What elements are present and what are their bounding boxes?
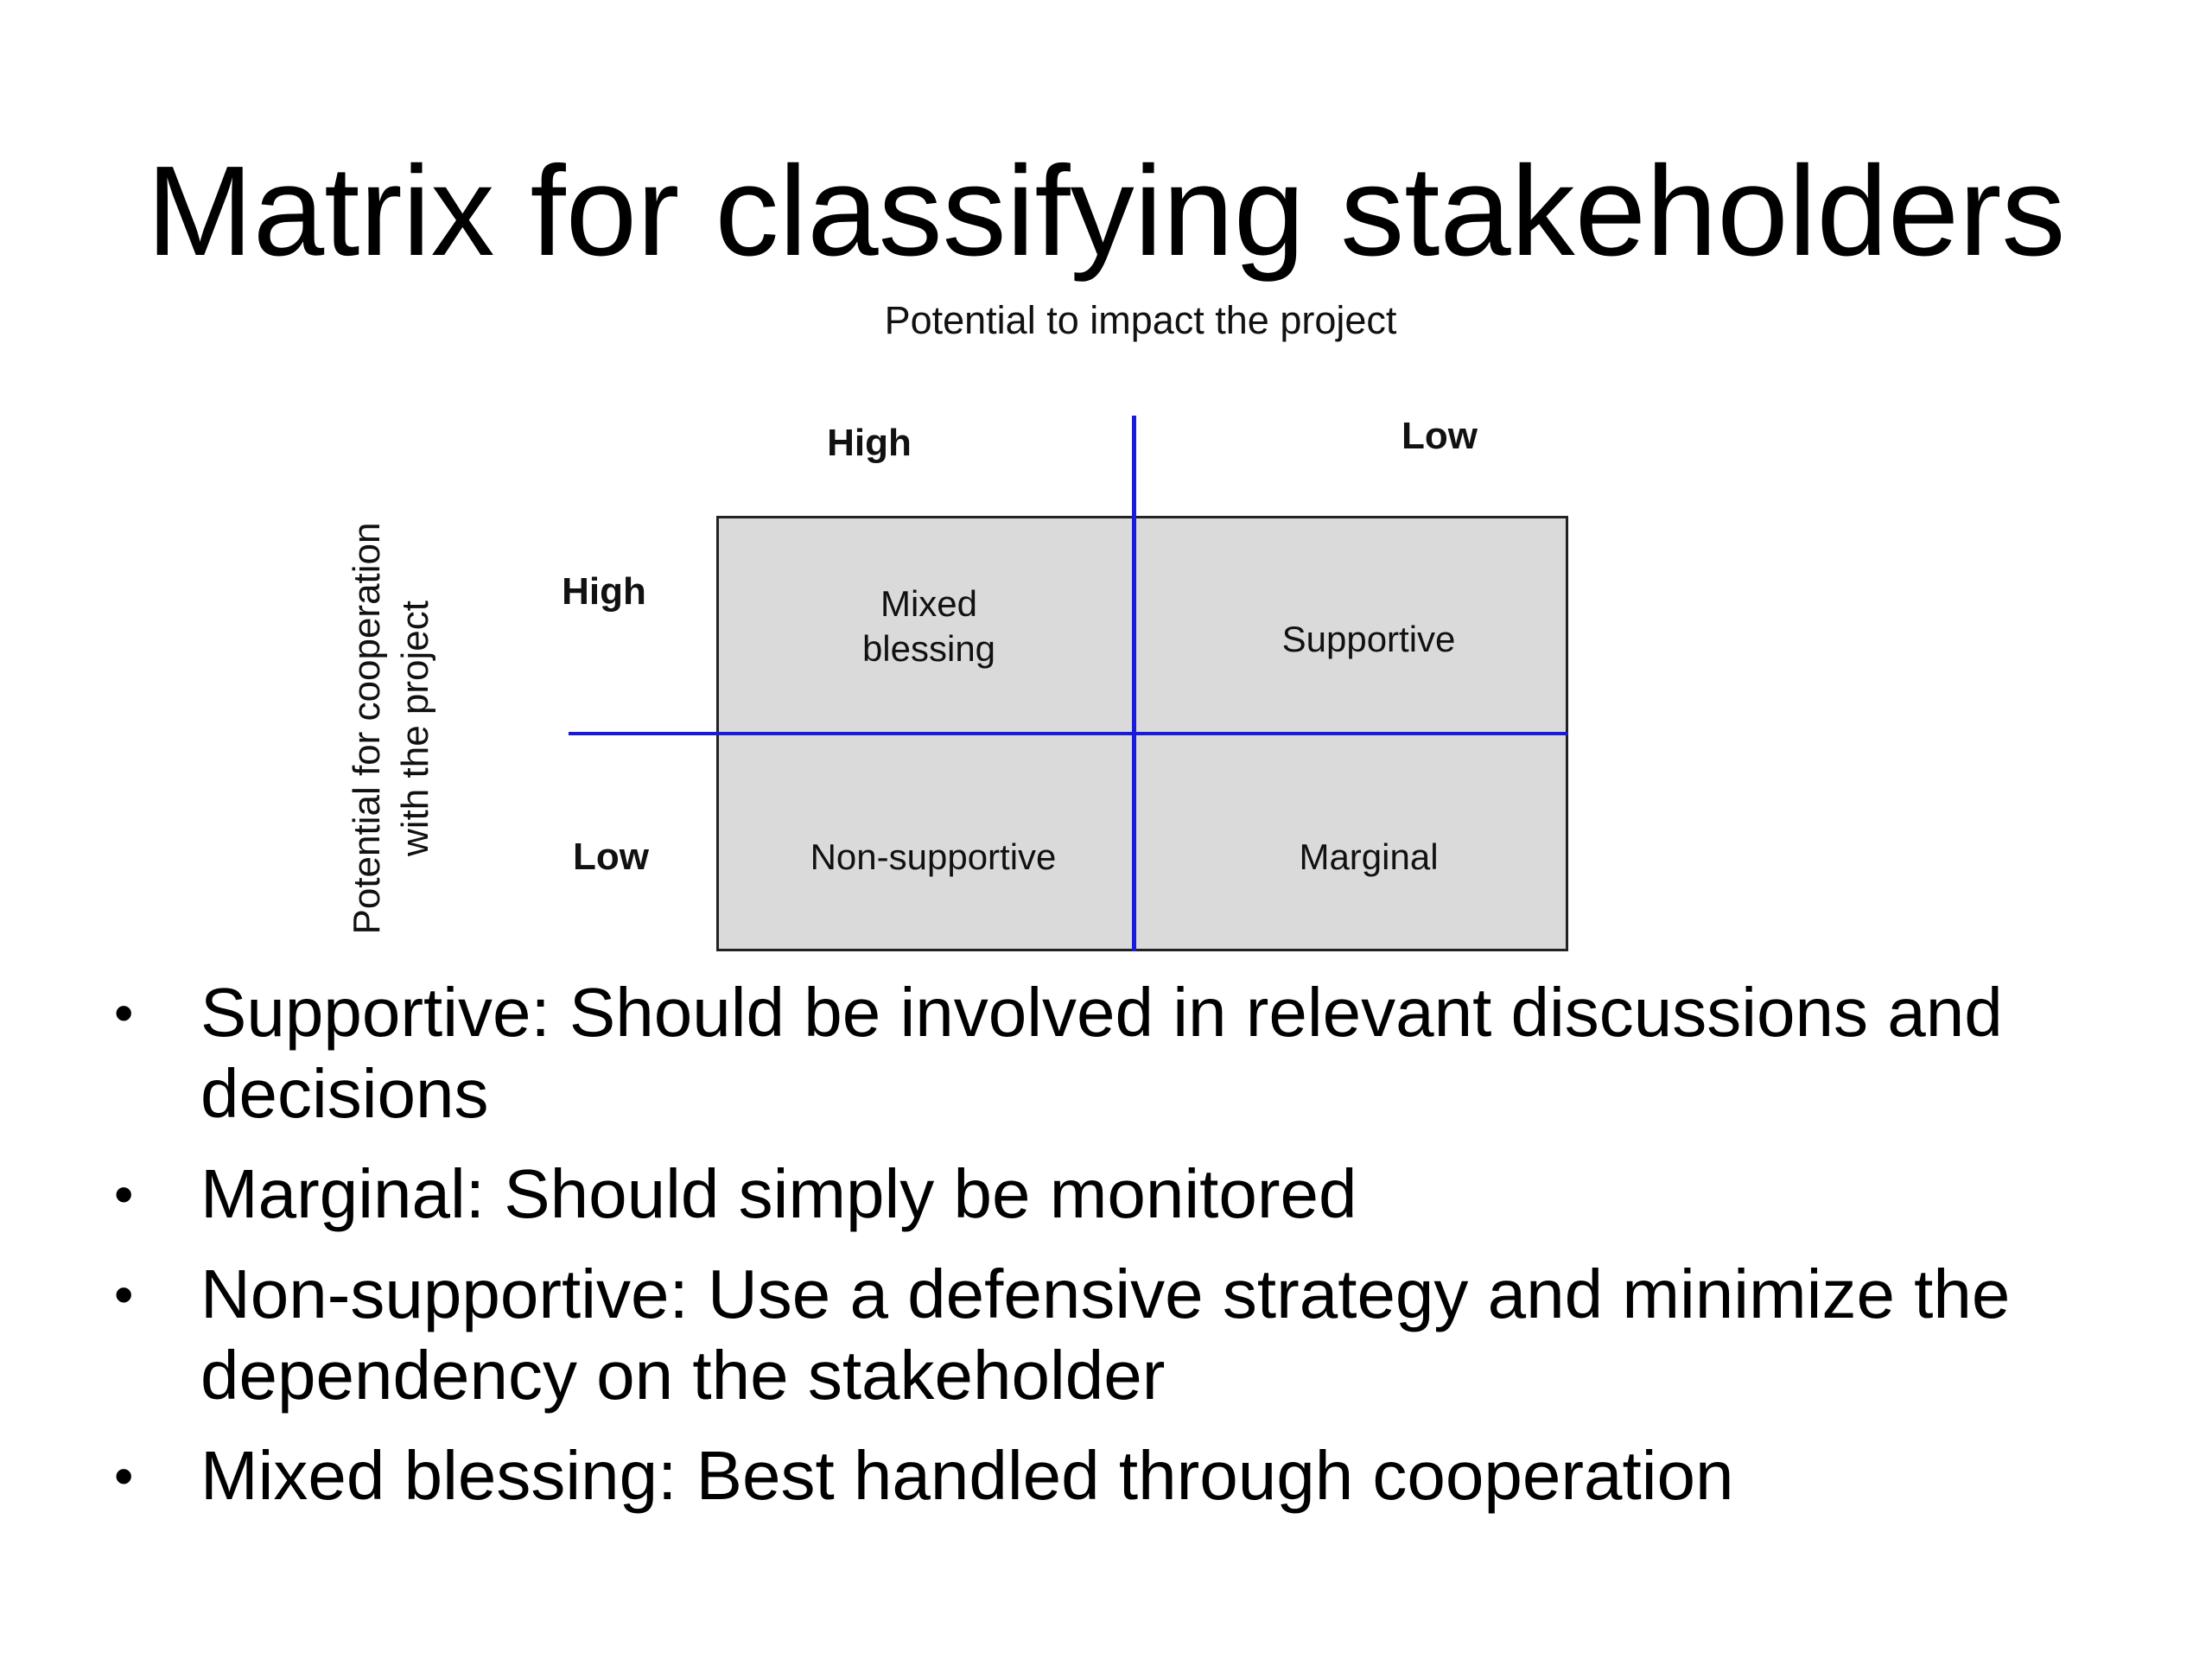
slide-title: Matrix for classifying stakeholders (146, 140, 2066, 283)
cell-non-supportive: Non-supportive (810, 836, 1057, 877)
column-label-high: High (827, 422, 912, 464)
row-label-high: High (562, 570, 646, 613)
cell-mixed-blessing-line2: blessing (861, 628, 996, 669)
bullet-list (0, 972, 2212, 1535)
bullet-text: Mixed blessing: Best handled through cooperation (200, 1437, 1734, 1514)
bullet-item-marginal (0, 1154, 2212, 1235)
bullet-dot-icon: • (114, 1263, 134, 1325)
horizontal-divider-line (569, 732, 1568, 735)
cell-supportive: Supportive (1281, 619, 1456, 659)
cooperation-axis-title-line1: Potential for cooperation (346, 522, 388, 935)
bullet-dot-icon: • (114, 982, 134, 1044)
column-label-low: Low (1402, 415, 1478, 457)
bullet-dot-icon: • (114, 1163, 134, 1225)
bullet-text: Non-supportive: Use a defensive strategy and minimize the dependency on the stakeholder (200, 1255, 2011, 1414)
cell-mixed-blessing-line1: Mixed (880, 583, 978, 624)
cooperation-axis-title (343, 523, 440, 935)
bullet-text: Marginal: Should simply be monitored (200, 1155, 1357, 1232)
cell-mixed-blessing (862, 582, 995, 671)
row-label-low: Low (573, 836, 649, 878)
bullet-item-non-supportive (0, 1254, 2212, 1416)
cooperation-axis-title-line2: with the project (394, 601, 436, 856)
cell-marginal: Marginal (1299, 836, 1439, 877)
bullet-text: Supportive: Should be involved in relevant discussions and decisions (200, 974, 2003, 1132)
bullet-item-supportive (0, 972, 2212, 1135)
bullet-item-mixed-blessing (0, 1435, 2212, 1516)
bullet-dot-icon: • (114, 1445, 134, 1507)
vertical-divider-line (1132, 416, 1136, 951)
impact-axis-title: Potential to impact the project (884, 298, 1397, 342)
